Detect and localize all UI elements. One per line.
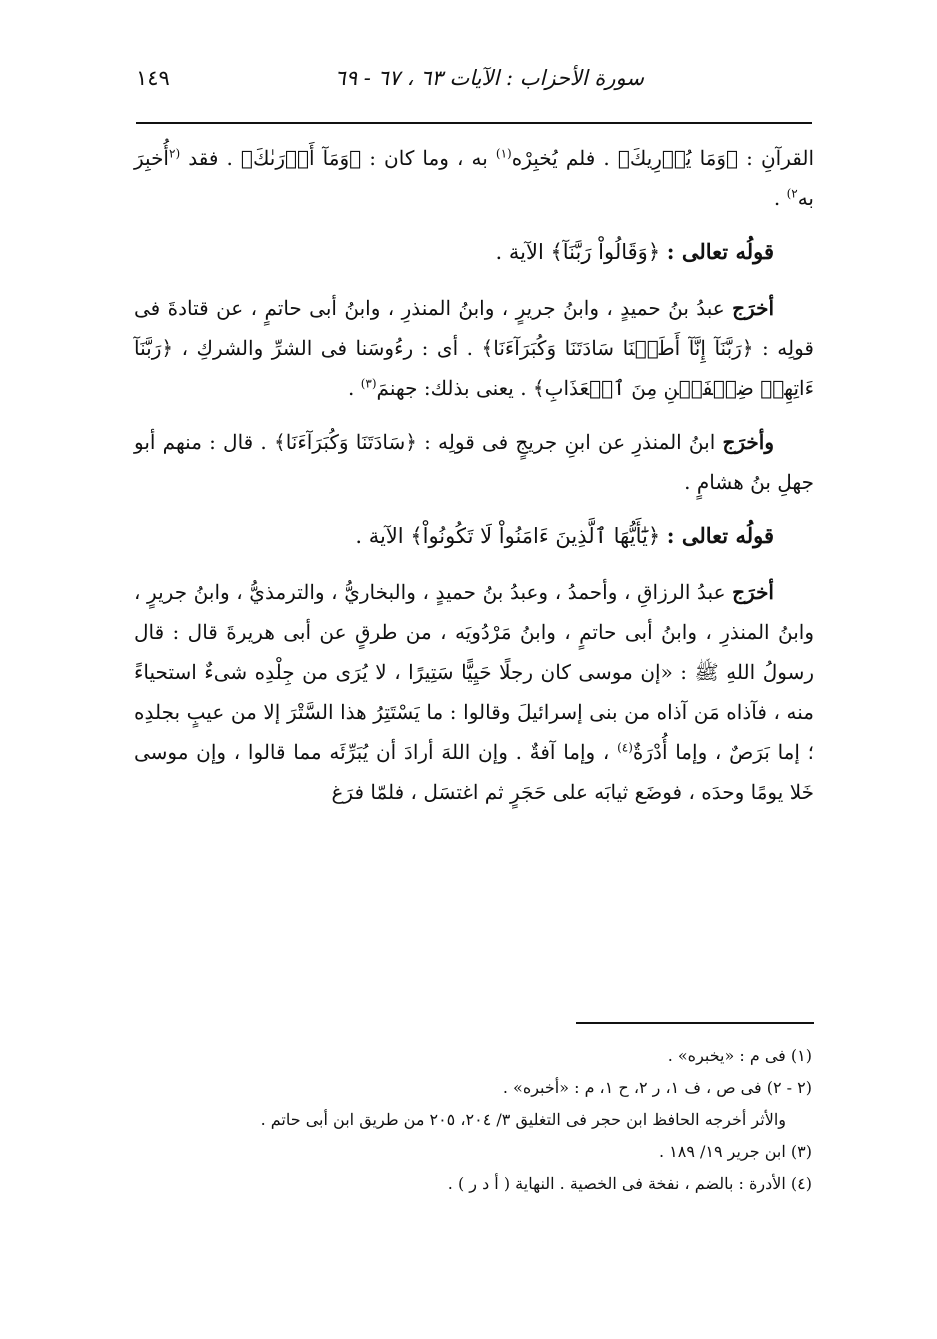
footnote-ref-3[interactable]: (٣) <box>360 376 377 391</box>
heading-label: قولُه تعالى : <box>666 239 774 264</box>
paragraph-continuation <box>134 138 814 218</box>
paragraph-hadith-musa <box>134 572 814 812</box>
running-header <box>136 66 812 102</box>
text-run: أُخبِرَ به <box>134 146 814 210</box>
text-run: ابنُ المنذرِ عن ابنِ جريجٍ فى قولِه : ﴿سَادَتَنَا وَكُبَرَآءَنَا﴾ . قال : منهم أبو جهلِ بنُ هشامٍ . <box>134 430 814 494</box>
footnotes-list <box>136 1040 812 1200</box>
footnote-ref-2-end[interactable]: ٢) <box>786 186 798 201</box>
text-run: ، وإما آفةٌ . وإن اللهَ أرادَ أن يُبَرِّئَه مما قالوا ، وإن موسى خَلا يومًا وحدَه ، فوضَع ثيابَه على حَجَرٍ ثم اغتسَل ، فلمّا فرَغ <box>134 740 814 804</box>
footnote-separator <box>576 1022 814 1024</box>
text-run: . <box>773 186 787 210</box>
footnote-4: (٤) الأدرة : بالضم ، نفخة فى الخصية . النهاية ( أ د ر ) . <box>447 1174 812 1193</box>
heading-text: ﴿وَقَالُواْ رَبَّنَآ﴾ الآية . <box>495 240 667 264</box>
running-title: سورة الأحزاب : الآيات ٦٣ ، ٦٧ - ٦٩ <box>334 66 644 90</box>
footnote-ref-2-start[interactable]: (٢ <box>169 146 181 161</box>
footnote-3: (٣) ابن جرير ١٩/ ١٨٩ . <box>658 1142 812 1161</box>
main-text <box>134 138 814 826</box>
lead-word: أخرَج <box>732 580 774 604</box>
header-rule <box>136 122 812 124</box>
lead-word: وأخرَج <box>722 430 774 454</box>
heading-text: ﴿يَٰٓأَيُّهَا ٱلَّذِينَ ءَامَنُواْ لَا تَكُونُواْ﴾ الآية . <box>355 524 667 548</box>
footnote-ref-4[interactable]: (٤) <box>617 740 633 755</box>
footnote-2-note: والأثر أخرجه الحافظ ابن حجر فى التغليق ٣/ ٢٠٤، ٢٠٥ من طريق ابن أبى حاتم . <box>260 1110 786 1129</box>
footnote-ref-1[interactable]: (١) <box>495 146 512 161</box>
text-run: القرآنِ : ﴿وَمَا يُدۡرِيكَ﴾ . فلم يُخبِرْه <box>511 146 815 170</box>
heading-label: قولُه تعالى : <box>666 523 774 548</box>
paragraph-qatada <box>134 288 814 408</box>
page-number: ١٤٩ <box>136 66 170 90</box>
footnote-2: (٢ - ٢) فى ص ، ف ١، ر ٢، ح ١، م : «أخبره» . <box>502 1078 812 1097</box>
text-run: عبدُ بنُ حميدٍ ، وابنُ جريرٍ ، وابنُ المنذرِ ، وابنُ أبى حاتمٍ ، عن قتادةَ فى قولِه : ﴿رَبَّنَآ إِنَّآ أَطَعۡنَا سَادَتَنَا وَكُبَرَآءَنَا﴾ . أى : رءُوسَنا فى الشرِّ والشركِ ، ﴿رَبَّنَآ ءَاتِهِمۡ ضِعۡفَيۡنِ مِنَ ٱلۡعَذَابِ﴾ . يعنى بذلك: جهنمَ <box>134 296 814 400</box>
section-heading-2 <box>134 516 814 556</box>
text-run: . <box>348 376 361 400</box>
text-run: به ، وما كان : ﴿وَمَآ أَدۡرَىٰكَ﴾ . فقد <box>188 146 496 170</box>
lead-word: أخرَج <box>732 296 775 320</box>
section-heading-1 <box>134 232 814 272</box>
text-run: عبدُ الرزاقِ ، وأحمدُ ، وعبدُ بنُ حميدٍ ، والبخاريُّ ، والترمذيُّ ، وابنُ جريرٍ ، وابنُ المنذرِ ، وابنُ أبى حاتمٍ ، وابنُ مَرْدُويَه ، من طرقٍ عن أبى هريرةَ قال : قال رسولُ اللهِ ﷺ : «إن موسى كان رجلًا حَيِيًّا سَتِيرًا ، لا يُرَى من جِلْدِه شىءٌ استحياءً منه ، فآذاه مَن آذاه من بنى إسرائيلَ وقالوا : ما يَسْتَتِرُ هذا السَّتْرَ إلا من عيبٍ بجلدِه ؛ إما بَرَصٌ ، وإما أُدْرَةٌ <box>134 580 814 764</box>
paragraph-ibn-jurayj <box>134 422 814 502</box>
footnote-1: (١) فى م : «يخبره» . <box>667 1046 812 1065</box>
